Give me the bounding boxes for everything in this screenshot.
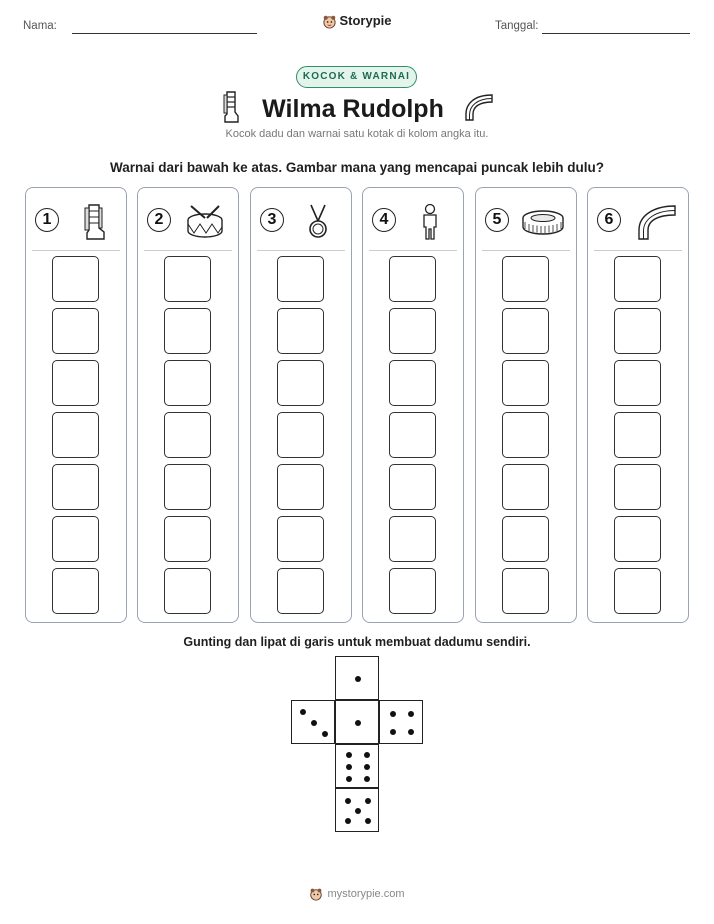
color-box[interactable] xyxy=(614,516,661,562)
dice-pip xyxy=(390,729,396,735)
brand-name: Storypie xyxy=(339,13,392,28)
storypie-face-icon xyxy=(322,14,337,32)
color-box[interactable] xyxy=(614,464,661,510)
color-box[interactable] xyxy=(277,308,324,354)
column-divider xyxy=(257,250,345,251)
dice-pip xyxy=(322,731,328,737)
color-box[interactable] xyxy=(389,256,436,302)
color-box[interactable] xyxy=(502,256,549,302)
dice-pip xyxy=(390,711,396,717)
color-box[interactable] xyxy=(614,568,661,614)
color-box[interactable] xyxy=(164,412,211,458)
column-2 xyxy=(137,187,239,623)
dice-pip xyxy=(408,711,414,717)
color-box[interactable] xyxy=(502,516,549,562)
page-title: Wilma Rudolph xyxy=(262,95,444,123)
column-header xyxy=(35,202,117,242)
column-divider xyxy=(594,250,682,251)
color-box[interactable] xyxy=(614,360,661,406)
color-box[interactable] xyxy=(52,360,99,406)
color-box[interactable] xyxy=(52,308,99,354)
color-box[interactable] xyxy=(389,412,436,458)
dice-face-1 xyxy=(335,656,379,700)
dice-pip xyxy=(346,752,352,758)
color-box[interactable] xyxy=(614,412,661,458)
date-label: Tanggal: xyxy=(495,20,539,32)
column-5 xyxy=(475,187,577,623)
subtitle: Kocok dadu dan warnai satu kotak di kolom angka itu. xyxy=(225,128,489,140)
dice-pip xyxy=(364,764,370,770)
column-divider xyxy=(144,250,232,251)
dice-face-1 xyxy=(335,700,379,744)
dice-pip xyxy=(345,818,351,824)
color-box[interactable] xyxy=(277,412,324,458)
color-box[interactable] xyxy=(502,464,549,510)
column-divider xyxy=(369,250,457,251)
medal-icon xyxy=(294,202,342,242)
color-box[interactable] xyxy=(277,256,324,302)
color-box[interactable] xyxy=(502,412,549,458)
column-divider xyxy=(32,250,120,251)
color-box[interactable] xyxy=(164,516,211,562)
coloring-instruction: Warnai dari bawah ke atas. Gambar mana yang mencapai puncak lebih dulu? xyxy=(110,160,604,175)
column-number: 3 xyxy=(260,208,284,232)
dice-pip xyxy=(365,798,371,804)
drum-icon xyxy=(181,202,229,242)
running-track-icon xyxy=(631,202,679,242)
column-number: 5 xyxy=(485,208,509,232)
dice-face-6 xyxy=(335,744,379,788)
dice-pip xyxy=(355,808,361,814)
color-box[interactable] xyxy=(502,568,549,614)
running-track-icon xyxy=(464,92,494,127)
column-header xyxy=(372,202,454,242)
dice-pip xyxy=(365,818,371,824)
footer-url[interactable]: mystorypie.com xyxy=(327,888,405,900)
dice-face-3 xyxy=(291,700,335,744)
column-header xyxy=(147,202,229,242)
color-box[interactable] xyxy=(277,516,324,562)
dice-pip xyxy=(355,720,361,726)
leg-brace-icon xyxy=(220,90,242,129)
cut-instruction: Gunting dan lipat di garis untuk membuat dadumu sendiri. xyxy=(183,635,531,649)
column-4 xyxy=(362,187,464,623)
stadium-icon xyxy=(519,202,567,242)
dice-face-5 xyxy=(335,788,379,832)
name-label: Nama: xyxy=(23,20,57,32)
color-box[interactable] xyxy=(502,360,549,406)
color-box[interactable] xyxy=(164,308,211,354)
color-box[interactable] xyxy=(614,256,661,302)
color-box[interactable] xyxy=(164,568,211,614)
color-box[interactable] xyxy=(52,256,99,302)
column-number: 2 xyxy=(147,208,171,232)
dice-pip xyxy=(355,676,361,682)
column-header xyxy=(485,202,567,242)
color-box[interactable] xyxy=(164,256,211,302)
color-box[interactable] xyxy=(277,360,324,406)
dice-pip xyxy=(408,729,414,735)
color-box[interactable] xyxy=(52,464,99,510)
footer xyxy=(0,887,714,904)
column-header xyxy=(260,202,342,242)
color-box[interactable] xyxy=(389,308,436,354)
dice-pip xyxy=(364,752,370,758)
color-box[interactable] xyxy=(614,308,661,354)
column-number: 6 xyxy=(597,208,621,232)
dice-pip xyxy=(346,776,352,782)
column-number: 1 xyxy=(35,208,59,232)
dice-pip xyxy=(311,720,317,726)
dice-pip xyxy=(300,709,306,715)
color-box[interactable] xyxy=(389,568,436,614)
color-box[interactable] xyxy=(164,464,211,510)
name-line[interactable] xyxy=(72,33,257,34)
column-3 xyxy=(250,187,352,623)
color-box[interactable] xyxy=(52,412,99,458)
dice-pip xyxy=(364,776,370,782)
column-header xyxy=(597,202,679,242)
dice-pip xyxy=(346,764,352,770)
color-box[interactable] xyxy=(277,568,324,614)
dice-face-4 xyxy=(379,700,423,744)
color-box[interactable] xyxy=(389,360,436,406)
color-box[interactable] xyxy=(52,516,99,562)
person-icon xyxy=(406,202,454,242)
column-6 xyxy=(587,187,689,623)
title-row xyxy=(0,90,714,129)
column-number: 4 xyxy=(372,208,396,232)
column-divider xyxy=(482,250,570,251)
color-box[interactable] xyxy=(52,568,99,614)
date-line[interactable] xyxy=(542,33,690,34)
color-box[interactable] xyxy=(164,360,211,406)
column-1 xyxy=(25,187,127,623)
color-box[interactable] xyxy=(277,464,324,510)
color-box[interactable] xyxy=(502,308,549,354)
activity-badge: KOCOK & WARNAI xyxy=(296,66,417,88)
brand-logo xyxy=(0,13,714,32)
color-box[interactable] xyxy=(389,464,436,510)
leg-brace-icon xyxy=(69,202,117,242)
dice-pip xyxy=(345,798,351,804)
color-box[interactable] xyxy=(389,516,436,562)
storypie-face-icon xyxy=(309,887,323,904)
